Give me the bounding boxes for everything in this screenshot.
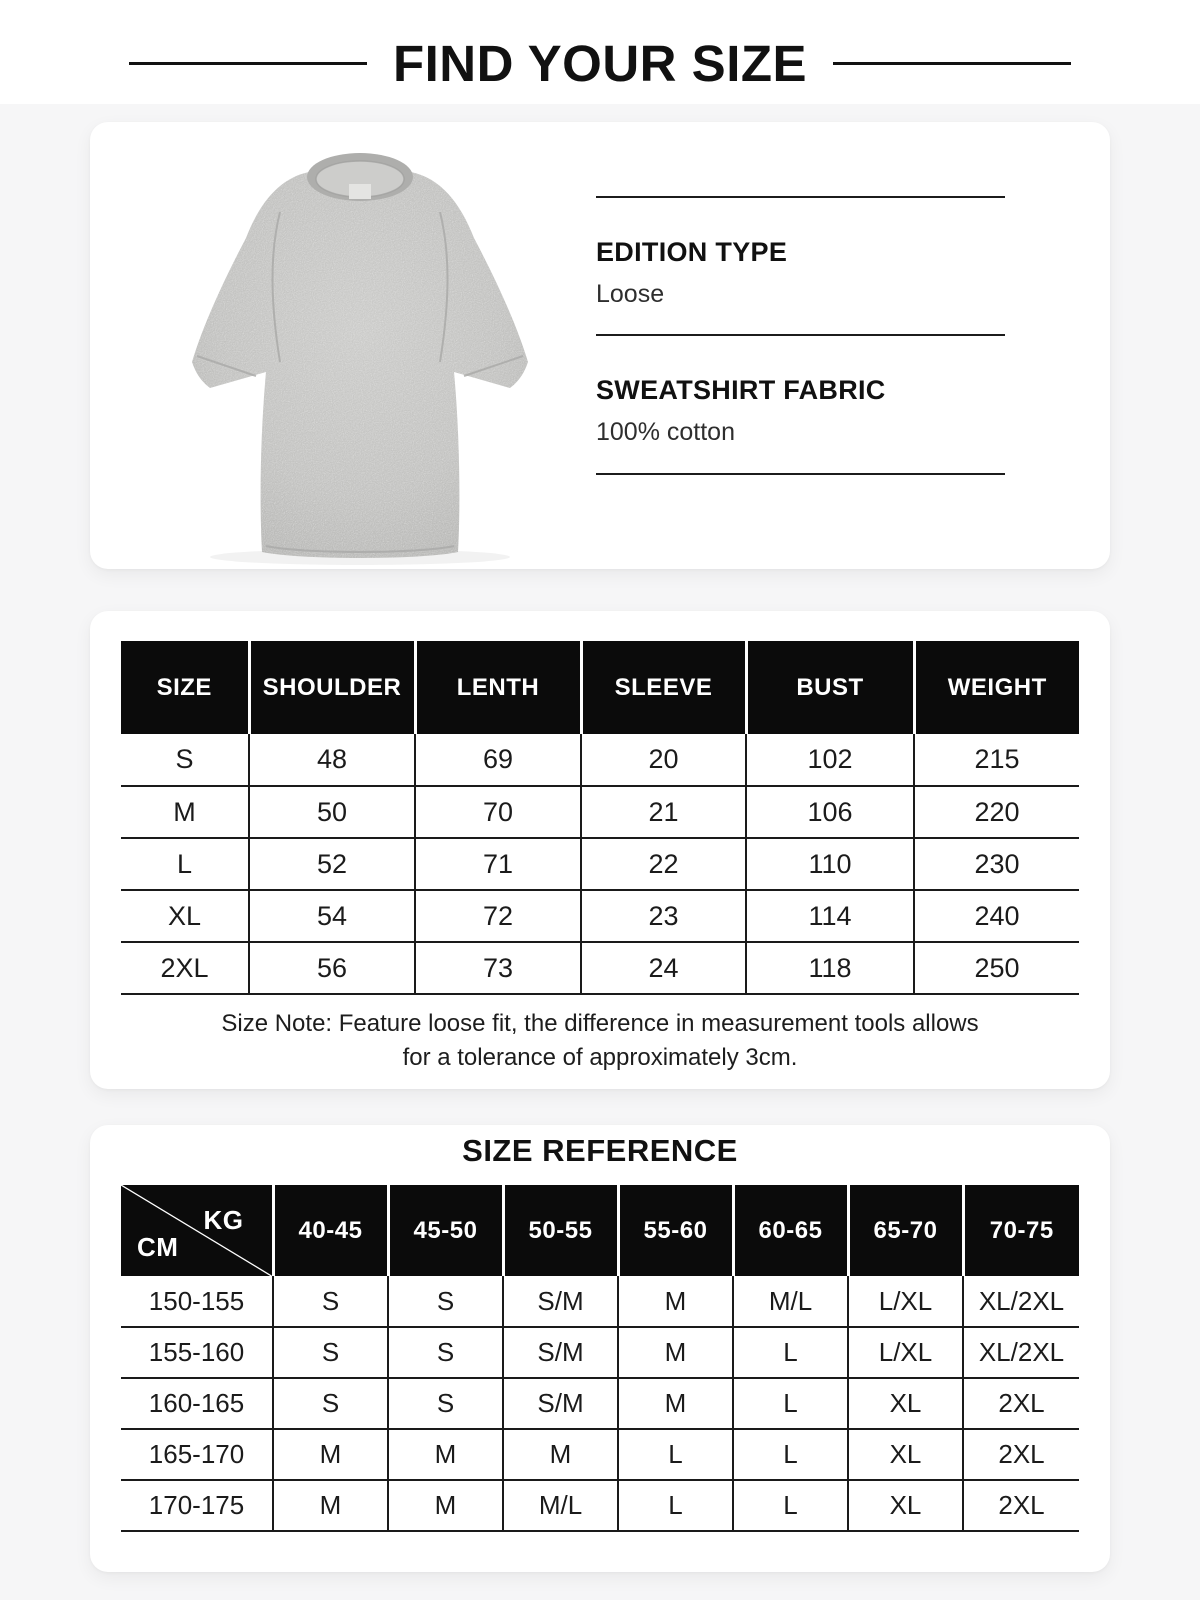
size-table-cell: 2XL <box>121 942 249 994</box>
ref-table-cell: M <box>618 1276 733 1327</box>
size-table-cell: 73 <box>415 942 581 994</box>
size-table-header-cell: SHOULDER <box>249 641 415 734</box>
ref-table-row <box>121 1276 1079 1327</box>
size-table-cell: 102 <box>746 734 914 786</box>
size-table-cell: 56 <box>249 942 415 994</box>
spec-value-edition-type: Loose <box>596 279 665 308</box>
size-table-row <box>121 786 1079 838</box>
ref-table-cell: XL/2XL <box>963 1276 1079 1327</box>
ref-table-cell: XL <box>848 1429 963 1480</box>
size-table-body <box>121 734 1079 994</box>
size-table-cell: 48 <box>249 734 415 786</box>
ref-table-cell: S <box>273 1378 388 1429</box>
size-table-cell: 215 <box>914 734 1079 786</box>
size-note-line1: Size Note: Feature loose fit, the difference in measurement tools allows <box>221 1010 979 1037</box>
ref-table-cell: S <box>388 1327 503 1378</box>
spec-label-fabric: SWEATSHIRT FABRIC <box>596 375 886 406</box>
size-table-cell: 21 <box>581 786 746 838</box>
size-table-cell: 54 <box>249 890 415 942</box>
ref-table-cell: S/M <box>503 1276 618 1327</box>
ref-table-cell: M <box>618 1327 733 1378</box>
product-card <box>90 122 1110 569</box>
ref-table-row-label: 170-175 <box>121 1480 273 1531</box>
size-table-row <box>121 838 1079 890</box>
ref-table-row <box>121 1429 1079 1480</box>
ref-table-row-label: 155-160 <box>121 1327 273 1378</box>
ref-table-cell: S <box>388 1276 503 1327</box>
ref-table-cell: XL/2XL <box>963 1327 1079 1378</box>
ref-table-cell: M <box>503 1429 618 1480</box>
size-table-cell: XL <box>121 890 249 942</box>
title-rule-right <box>833 62 1071 65</box>
ref-table-header-cell: 55-60 <box>618 1185 733 1276</box>
size-table-cell: 22 <box>581 838 746 890</box>
size-table-cell: 110 <box>746 838 914 890</box>
ref-table-cell: XL <box>848 1378 963 1429</box>
size-table-cell: L <box>121 838 249 890</box>
product-specs <box>590 122 1110 569</box>
ref-table-cell: M <box>618 1378 733 1429</box>
size-table-cell: 50 <box>249 786 415 838</box>
size-table-row <box>121 734 1079 786</box>
size-table-cell: S <box>121 734 249 786</box>
spec-divider <box>596 196 1005 198</box>
corner-kg-label: KG <box>203 1205 244 1235</box>
size-table-cell: 70 <box>415 786 581 838</box>
size-note-line2: for a tolerance of approximately 3cm. <box>402 1044 798 1071</box>
ref-table-row-label: 165-170 <box>121 1429 273 1480</box>
ref-table-cell: S <box>273 1276 388 1327</box>
size-table-cell: 106 <box>746 786 914 838</box>
size-table-cell: 69 <box>415 734 581 786</box>
ref-table-header-cell: 65-70 <box>848 1185 963 1276</box>
ref-corner-cell <box>121 1185 273 1276</box>
ref-table-cell: L <box>733 1378 848 1429</box>
size-table-card <box>90 611 1110 1089</box>
title-band <box>0 0 1200 104</box>
ref-table-cell: M <box>388 1480 503 1531</box>
size-table-cell: 23 <box>581 890 746 942</box>
size-table-cell: 71 <box>415 838 581 890</box>
size-table-header-row <box>121 641 1079 734</box>
size-table-row <box>121 942 1079 994</box>
ref-table-cell: M <box>273 1429 388 1480</box>
size-table-cell: 118 <box>746 942 914 994</box>
size-table-header-cell: SLEEVE <box>581 641 746 734</box>
size-table-cell: 114 <box>746 890 914 942</box>
size-table <box>121 641 1079 995</box>
size-table-cell: 24 <box>581 942 746 994</box>
spec-divider <box>596 334 1005 336</box>
ref-table-header-cell: 70-75 <box>963 1185 1079 1276</box>
product-image-area <box>90 122 590 569</box>
size-table-header-cell: SIZE <box>121 641 249 734</box>
spec-value-fabric: 100% cotton <box>596 418 735 447</box>
ref-table-header-cell: 40-45 <box>273 1185 388 1276</box>
ref-table-row-label: 160-165 <box>121 1378 273 1429</box>
ref-table-cell: M <box>388 1429 503 1480</box>
page-title: FIND YOUR SIZE <box>392 34 808 92</box>
ref-table-cell: M <box>273 1480 388 1531</box>
collar-label <box>349 184 371 199</box>
size-table-row <box>121 890 1079 942</box>
size-reference-table <box>121 1185 1079 1532</box>
size-reference-header-row <box>121 1185 1079 1276</box>
ref-table-cell: L <box>618 1480 733 1531</box>
ref-table-header-cell: 50-55 <box>503 1185 618 1276</box>
size-table-cell: 250 <box>914 942 1079 994</box>
size-reference-title: SIZE REFERENCE <box>462 1133 738 1168</box>
ref-table-cell: S <box>273 1327 388 1378</box>
ref-table-row <box>121 1378 1079 1429</box>
size-table-cell: 220 <box>914 786 1079 838</box>
size-table-header-cell: WEIGHT <box>914 641 1079 734</box>
ref-table-cell: L <box>733 1429 848 1480</box>
ref-table-cell: L <box>618 1429 733 1480</box>
spec-label-edition-type: EDITION TYPE <box>596 237 788 267</box>
ref-table-cell: 2XL <box>963 1480 1079 1531</box>
ref-table-cell: L <box>733 1327 848 1378</box>
spec-divider <box>596 473 1005 475</box>
ref-table-cell: M/L <box>733 1276 848 1327</box>
ref-table-row-label: 150-155 <box>121 1276 273 1327</box>
ref-table-cell: 2XL <box>963 1429 1079 1480</box>
ref-table-cell: L/XL <box>848 1276 963 1327</box>
size-table-cell: 52 <box>249 838 415 890</box>
title-rule-left <box>129 62 367 65</box>
ref-table-cell: L/XL <box>848 1327 963 1378</box>
tshirt-image <box>130 126 590 566</box>
corner-cm-label: CM <box>137 1232 179 1262</box>
size-table-cell: 240 <box>914 890 1079 942</box>
size-table-cell: M <box>121 786 249 838</box>
size-note <box>90 1007 1110 1075</box>
ref-table-cell: S/M <box>503 1378 618 1429</box>
size-table-header-cell: LENTH <box>415 641 581 734</box>
ref-table-cell: S/M <box>503 1327 618 1378</box>
ref-table-cell: 2XL <box>963 1378 1079 1429</box>
ref-table-cell: S <box>388 1378 503 1429</box>
size-reference-card <box>90 1125 1110 1572</box>
ref-table-cell: XL <box>848 1480 963 1531</box>
size-table-cell: 230 <box>914 838 1079 890</box>
size-table-header-cell: BUST <box>746 641 914 734</box>
ref-table-row <box>121 1480 1079 1531</box>
size-reference-body <box>121 1276 1079 1531</box>
ref-table-header-cell: 45-50 <box>388 1185 503 1276</box>
size-table-cell: 20 <box>581 734 746 786</box>
ref-table-header-cell: 60-65 <box>733 1185 848 1276</box>
ref-table-row <box>121 1327 1079 1378</box>
ref-table-cell: L <box>733 1480 848 1531</box>
size-table-cell: 72 <box>415 890 581 942</box>
ref-table-cell: M/L <box>503 1480 618 1531</box>
